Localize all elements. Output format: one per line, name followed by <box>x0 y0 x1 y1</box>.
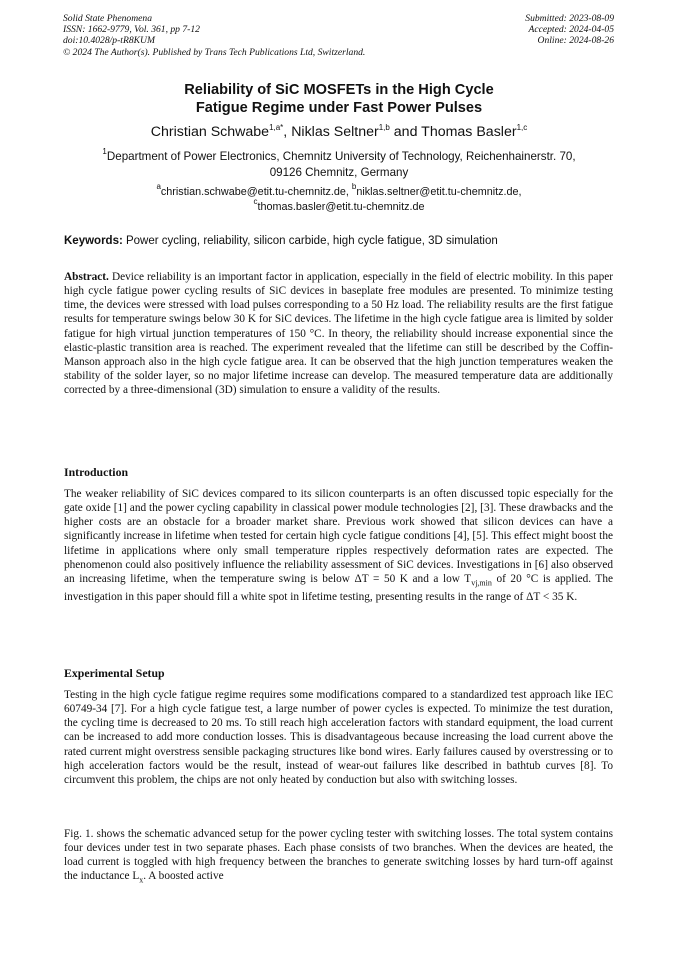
author-separator: , <box>283 124 292 140</box>
subscript: vj,min <box>471 578 492 588</box>
journal-name: Solid State Phenomena <box>63 13 152 24</box>
email-link[interactable]: christian.schwabe@etit.tu-chemnitz.de, <box>160 186 352 198</box>
paragraph-text: of 20 °C is applied. The investigation in this paper should fill a white spot in lifetime testing, presenting results in the range of ΔT < 35 K. <box>64 572 613 604</box>
author-name: Christian Schwabe <box>150 124 270 140</box>
section-heading-experimental-setup: Experimental Setup <box>64 666 165 680</box>
introduction-paragraph <box>64 487 613 605</box>
submitted-date: Submitted: 2023-08-09 <box>525 13 614 24</box>
setup-paragraph-1: Testing in the high cycle fatigue regime requires some modifications compared to a standardized test approach like IEC 60749-34 [7]. For a high cycle fatigue test, a large number of power cycles is expected. To minimize the test duration, the cycling time is decreased to 20 ms. To still reach high acceleration factors with standard equipment, the load current can be increased to add more conduction losses. This is disadvantageous because increasing the load current above the rated current might overstress sensible packaging structures like bond wires. Early failures caused by overstressing or to high acceleration factors would be the result, instead of wear-out failures like described in bathtub curves [8]. To circumvent this problem, the chips are not only heated by conduction but also with switching losses. <box>64 689 613 786</box>
author-affiliation-marker: 1,a* <box>269 123 284 132</box>
paragraph-text: The weaker reliability of SiC devices compared to its silicon counterparts is an often discussed topic especially for the gate oxide [1] and the power cycling capability in classical power module technologies [2], [3]. These drawbacks and the higher costs are an obstacle for a broader market share. Previous work showed that silicon devices can have a significantly increase in lifetime when tested for certain high cycle fatigue conditions [4], [5]. This effect might boost the lifetime in applications where only small temperature ripples respectively deformation rates are expected. The phenomenon could also positively influence the reliability assessment of SiC devices. Investigations in [6] also observed an increasing lifetime, when the temperature swing is below ΔT = 50 K and a low T <box>64 488 613 585</box>
affiliation <box>40 149 638 181</box>
copyright-notice: © 2024 The Author(s). Published by Trans Tech Publications Ltd, Switzerland. <box>63 46 366 58</box>
title-line-2: Fatigue Regime under Fast Power Pulses <box>195 100 483 116</box>
abstract-text: Device reliability is an important factor in application, especially in the field of electric mobility. In this paper high cycle fatigue power cycling results of SiC devices in baseplate free modules are presented. To minimize testing time, the devices were stressed with load pulses corresponding to a 50 Hz load. The reliability results are the first fatigue results for temperature swings below 30 K for SiC devices. The lifetime in the high cycle fatigue area is limited by solder fatigue for high virtual junction temperatures of 150 °C. In theory, the reliability should increase exponential since the elastic-plastic transition area is reached. The experiment revealed that the lifetime can still be described by the Coffin-Manson approach also in the high cycle fatigue area. It can be observed that the high junction temperatures weaken the stability of the solder layer, so no major lifetime increase can develop. The measured temperature data are additionally corrected by a three-dimensional (3D) simulation to ensure a validity of the results. <box>64 271 613 397</box>
author-separator: and <box>389 124 422 140</box>
author-list <box>20 123 658 141</box>
title-line-1: Reliability of SiC MOSFETs in the High Cycle <box>184 82 494 98</box>
publication-info <box>63 13 365 58</box>
issn-volume: ISSN: 1662-9779, Vol. 361, pp 7-12 <box>63 24 200 36</box>
keywords-label: Keywords: <box>64 235 123 247</box>
affiliation-line-1: Department of Power Electronics, Chemnitz University of Technology, Reichenhainerstr. 70, <box>106 150 576 163</box>
author-name: Niklas Seltner <box>291 124 379 140</box>
author-affiliation-marker: 1,c <box>516 123 528 132</box>
email-marker: a <box>156 182 161 191</box>
email-link[interactable]: niklas.seltner@etit.tu-chemnitz.de, <box>356 186 522 198</box>
subscript: x <box>139 875 144 885</box>
abstract <box>64 270 613 397</box>
email-link[interactable]: thomas.basler@etit.tu-chemnitz.de <box>257 200 425 213</box>
paragraph-text: . A boosted active <box>143 870 224 883</box>
affiliation-marker: 1 <box>102 147 107 156</box>
accepted-date: Accepted: 2024-04-05 <box>528 24 614 36</box>
email-marker: b <box>351 182 357 191</box>
section-heading-introduction: Introduction <box>64 465 129 479</box>
publication-dates <box>525 13 614 47</box>
email-marker: c <box>253 196 258 206</box>
author-emails <box>40 182 638 214</box>
paragraph-text: Fig. 1. shows the schematic advanced setup for the power cycling tester with switching losses. The total system contains four devices under test in two separate phases. Each phase consists of two branches. When the devices are heated, the load current is toggled with high frequency between the branches to generate switching losses by hard turn-off against the inductance L <box>64 828 613 883</box>
author-name: Thomas Basler <box>421 124 517 140</box>
keywords-text: Power cycling, reliability, silicon carbide, high cycle fatigue, 3D simulation <box>122 235 498 247</box>
keywords <box>64 234 624 249</box>
doi: doi:10.4028/p-tR8KUM <box>63 35 155 47</box>
online-date: Online: 2024-08-26 <box>537 35 614 47</box>
affiliation-line-2: 09126 Chemnitz, Germany <box>269 166 409 179</box>
abstract-label: Abstract. <box>64 271 109 283</box>
setup-paragraph-2 <box>64 827 613 888</box>
author-affiliation-marker: 1,b <box>378 123 390 132</box>
paper-title <box>40 81 638 117</box>
